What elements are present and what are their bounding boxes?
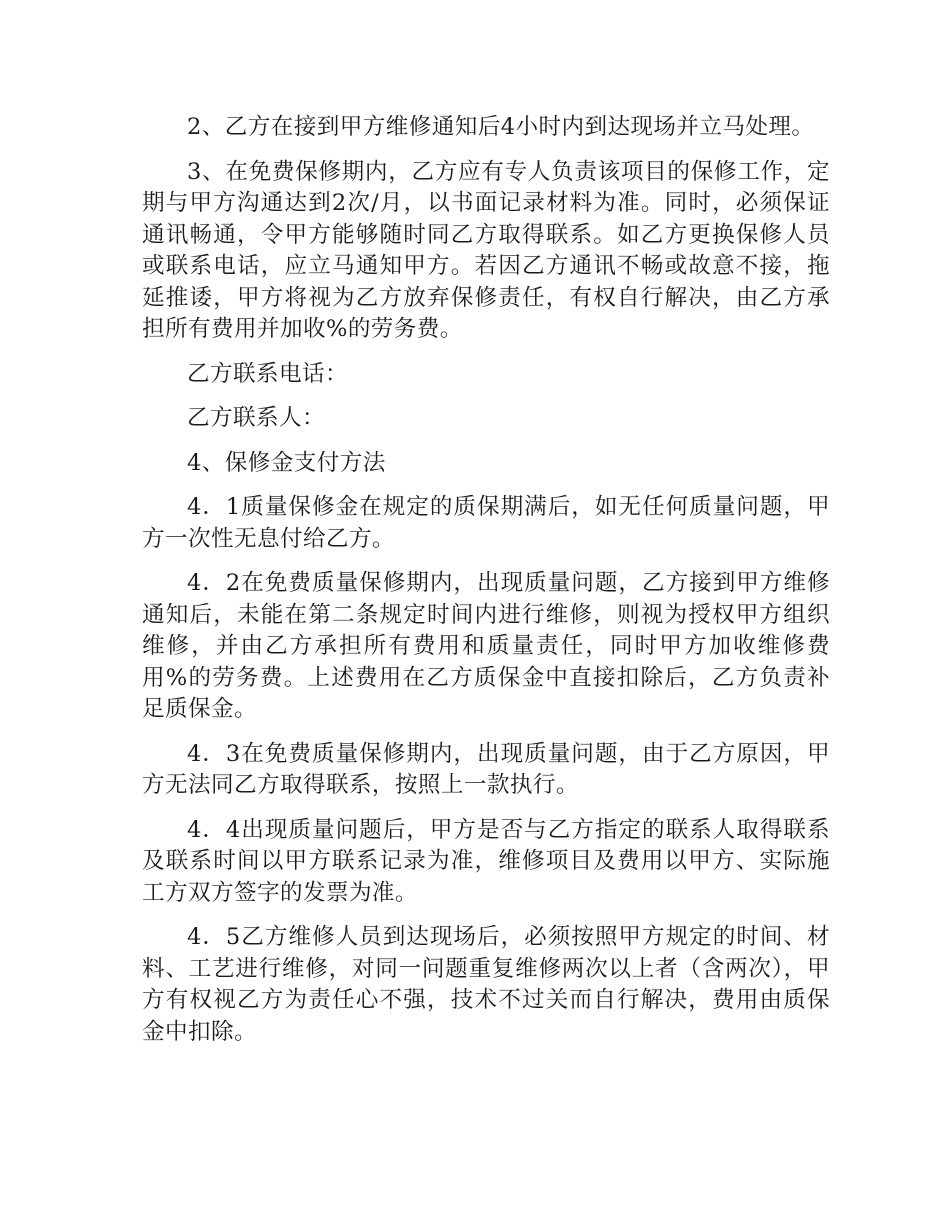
paragraph-clause-4-1: 4．1质量保修金在规定的质保期满后，如无任何质量问题，甲方一次性无息付给乙方。 [142, 494, 830, 552]
paragraph-clause-4-3: 4．3在免费质量保修期内，出现质量问题，由于乙方原因，甲方无法同乙方取得联系，按照上一款执行。 [142, 740, 830, 798]
document-body [142, 112, 830, 1061]
paragraph-contact-person: 乙方联系人： [187, 405, 325, 431]
paragraph-clause-2: 2、乙方在接到甲方维修通知后4小时内到达现场并立马处理。 [187, 114, 815, 140]
paragraph-clause-4-heading: 4、保修金支付方法 [187, 449, 386, 476]
paragraph-clause-3: 3、在免费保修期内，乙方应有专人负责该项目的保修工作，定期与甲方沟通达到2次/月，以书面记录材料为准。同时，必须保证通讯畅通，令甲方能够随时同乙方取得联系。如乙方更换保修人员或联系电话，应立马通知甲方。若因乙方通讯不畅或故意不接，拖延推诿，甲方将视为乙方放弃保修责任，有权自行解决，由乙方承担所有费用并加收%的劳务费。 [142, 158, 830, 342]
paragraph-clause-4-2: 4．2在免费质量保修期内，出现质量问题，乙方接到甲方维修通知后，未能在第二条规定时间内进行维修，则视为授权甲方组织维修，并由乙方承担所有费用和质量责任，同时甲方加收维修费用%的劳务费。上述费用在乙方质保金中直接扣除后，乙方负责补足质保金。 [142, 570, 830, 722]
paragraph-contact-phone: 乙方联系电话： [187, 360, 348, 387]
paragraph-clause-4-4: 4．4出现质量问题后，甲方是否与乙方指定的联系人取得联系及联系时间以甲方联系记录为准，维修项目及费用以甲方、实际施工方双方签字的发票为准。 [142, 816, 830, 906]
paragraph-clause-4-5: 4．5乙方维修人员到达现场后，必须按照甲方规定的时间、材料、工艺进行维修，对同一问题重复维修两次以上者（含两次），甲方有权视乙方为责任心不强，技术不过关而自行解决，费用由质保金中扣除。 [142, 924, 830, 1045]
